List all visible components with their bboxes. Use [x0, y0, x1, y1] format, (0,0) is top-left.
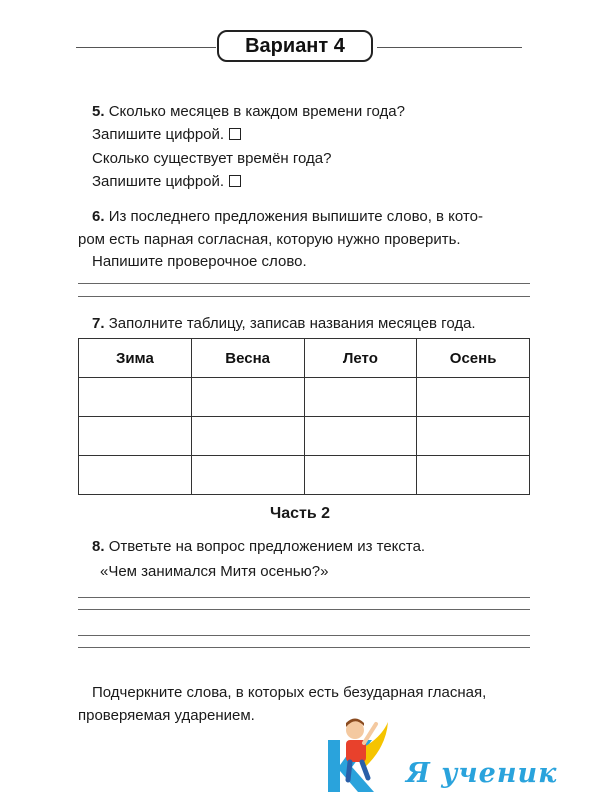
- part2-title: Часть 2: [269, 505, 331, 522]
- table-cell[interactable]: [417, 417, 530, 456]
- answer-line[interactable]: [78, 609, 530, 610]
- task6-line1-text: Из последнего предложения выпишите слово, в кото-: [108, 208, 483, 225]
- task5-instruction2: [92, 172, 241, 191]
- table-cell[interactable]: [191, 417, 304, 456]
- task5-instruction2-text: Запишите цифрой.: [92, 173, 225, 190]
- table-row: [79, 417, 530, 456]
- task5-question1: [92, 102, 405, 121]
- task6-number: 6.: [92, 208, 105, 225]
- table-row: [79, 456, 530, 495]
- table-cell[interactable]: [304, 417, 417, 456]
- task7-text-content: Заполните таблицу, записав названия месяцев года.: [108, 315, 476, 332]
- task5-instruction1-text: Запишите цифрой.: [92, 126, 225, 143]
- table-cell[interactable]: [191, 378, 304, 417]
- table-header-row: [79, 339, 530, 378]
- task6-line1: [92, 207, 483, 226]
- task5-question1-text: Сколько месяцев в каждом времени года?: [108, 103, 405, 120]
- task6-line2: ром есть парная согласная, которую нужно проверить.: [78, 231, 461, 248]
- answer-line[interactable]: [78, 296, 530, 297]
- answer-line[interactable]: [78, 283, 530, 284]
- ya-uchenik-logo: [318, 710, 578, 795]
- student-figure-icon: [318, 710, 408, 795]
- answer-line[interactable]: [78, 647, 530, 648]
- table-cell[interactable]: [79, 456, 192, 495]
- final-task-line2: проверяемая ударением.: [78, 707, 255, 724]
- header-rule-right: [377, 47, 522, 48]
- task7-text: [92, 314, 476, 333]
- answer-line[interactable]: [78, 597, 530, 598]
- table-header-winter: Зима: [79, 339, 192, 378]
- table-row: [79, 378, 530, 417]
- answer-line[interactable]: [78, 635, 530, 636]
- table-header-summer: Лето: [304, 339, 417, 378]
- final-task-line1: Подчеркните слова, в которых есть безударная гласная,: [92, 684, 487, 701]
- table-header-spring: Весна: [191, 339, 304, 378]
- header-rule-left: [76, 47, 216, 48]
- task8-number: 8.: [92, 538, 105, 555]
- months-table: [78, 338, 530, 495]
- task5-question2: Сколько существует времён года?: [92, 150, 332, 167]
- logo-text: Я ученик: [406, 758, 558, 789]
- answer-box-months[interactable]: [229, 128, 241, 140]
- task7-number: 7.: [92, 315, 105, 332]
- task5-number: 5.: [92, 103, 105, 120]
- table-cell[interactable]: [417, 378, 530, 417]
- variant-title: Вариант 4: [217, 30, 373, 62]
- task8-quote: «Чем занимался Митя осенью?»: [100, 563, 329, 580]
- task8-text: [92, 537, 425, 556]
- table-header-autumn: Осень: [417, 339, 530, 378]
- table-cell[interactable]: [304, 456, 417, 495]
- table-cell[interactable]: [304, 378, 417, 417]
- table-cell[interactable]: [79, 417, 192, 456]
- table-cell[interactable]: [191, 456, 304, 495]
- table-cell[interactable]: [417, 456, 530, 495]
- answer-box-seasons[interactable]: [229, 175, 241, 187]
- table-cell[interactable]: [79, 378, 192, 417]
- task5-instruction1: [92, 125, 241, 144]
- task6-line3: Напишите проверочное слово.: [92, 253, 307, 270]
- task8-text-content: Ответьте на вопрос предложением из текста.: [108, 538, 426, 555]
